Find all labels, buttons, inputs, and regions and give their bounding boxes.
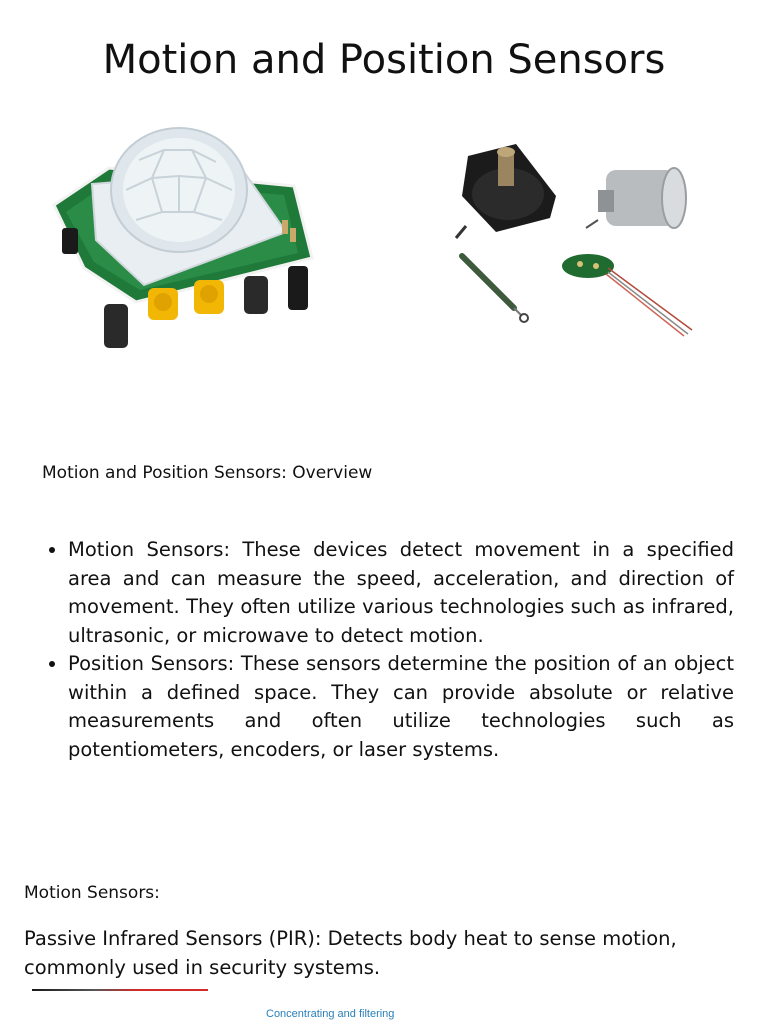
motion-sensors-heading: Motion Sensors:: [24, 883, 160, 903]
position-sensors-image: [448, 136, 708, 346]
bullet-motion-sensors: • Motion Sensors: These devices detect movement in a specified area and can measure the speed, acceleration, and direction of movement. They often utilize various technologies such as infrared, ultrasonic, or microwave to detect motion.: [68, 536, 734, 650]
pir-sensor-image: [44, 120, 326, 360]
overview-bullet-list: [44, 536, 734, 764]
footer-divider-line: [32, 989, 208, 991]
overview-heading: Motion and Position Sensors: Overview: [42, 463, 373, 483]
page-title: Motion and Position Sensors: [102, 37, 666, 83]
bullet-position-sensors: • Position Sensors: These sensors determine the position of an object within a defined space. They can provide absolute or relative measurements and often utilize technologies such as potentiometers, encoders, or laser systems.: [68, 650, 734, 764]
footer-caption: Concentrating and filtering: [266, 1008, 395, 1020]
position-sensors-illustration: [448, 136, 708, 346]
pir-paragraph: Passive Infrared Sensors (PIR): Detects body heat to sense motion, commonly used in security systems.: [24, 927, 677, 979]
pir-sensor-illustration: [44, 120, 326, 360]
